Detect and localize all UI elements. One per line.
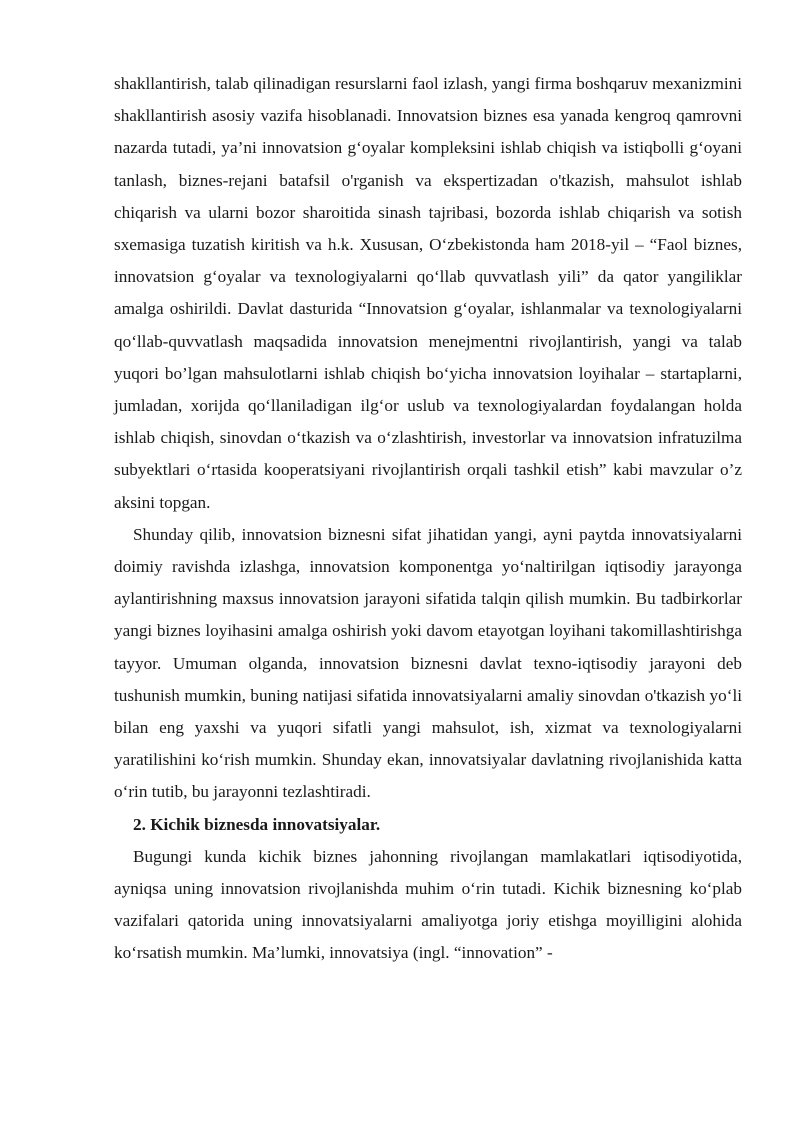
body-paragraph-1: shakllantirish, talab qilinadigan resurslarni faol izlash, yangi firma boshqaruv mexanizmini shakllantirish asosiy vazifa hisoblanadi. Innovatsion biznes esa yanada kengroq qamrovni nazarda tutadi, ya’ni innovatsion g‘oyalar kompleksini ishlab chiqish va istiqbolli g‘oyani tanlash, biznes-rejani batafsil o'rganish va ekspertizadan o'tkazish, mahsulot ishlab chiqarish va ularni bozor sharoitida sinash tajribasi, bozorda ishlab chiqarish va sotish sxemasiga tuzatish kiritish va h.k. Xususan, O‘zbekistonda ham 2018-yil – “Faol biznes, innovatsion g‘oyalar va texnologiyalarni qo‘llab quvvatlash yili” da qator yangiliklar amalga oshirildi. Davlat dasturida “Innovatsion g‘oyalar, ishlanmalar va texnologiyalarni qo‘llab-quvvatlash maqsadida innovatsion menejmentni rivojlantirish, yangi va talab yuqori bo’lgan mahsulotlarni ishlab chiqish bo‘yicha innovatsion loyihalar – startaplarni, jumladan, xorijda qo‘llaniladigan ilg‘or uslub va texnologiyalardan foydalangan holda ishlab chiqish, sinovdan o‘tkazish va o‘zlashtirish, investorlar va innovatsion infratuzilma subyektlari o‘rtasida kooperatsiyani rivojlantirish orqali tashkil etish” kabi mavzular o’z aksini topgan. (114, 74, 742, 512)
body-paragraph-2: Shunday qilib, innovatsion biznesni sifat jihatidan yangi, ayni paytda innovatsiyalarni doimiy ravishda izlashga, innovatsion komponentga yo‘naltirilgan iqtisodiy jarayonga aylantirishning maxsus innovatsion jarayoni sifatida talqin qilish mumkin. Bu tadbirkorlar yangi biznes loyihasini amalga oshirish yoki davom etayotgan loyihani takomillashtirishga tayyor. Umuman olganda, innovatsion biznesni davlat texno-iqtisodiy jarayoni deb tushunish mumkin, buning natijasi sifatida innovatsiyalarni amaliy sinovdan o'tkazish yo‘li bilan eng yaxshi va yuqori sifatli yangi mahsulot, ish, xizmat va texnologiyalarni yaratilishini ko‘rish mumkin. Shunday ekan, innovatsiyalar davlatning rivojlanishida katta o‘rin tutib, bu jarayonni tezlashtiradi. (114, 524, 742, 802)
document-page (114, 68, 742, 970)
body-paragraph-3: Bugungi kunda kichik biznes jahonning rivojlangan mamlakatlari iqtisodiyotida, ayniqsa uning innovatsion rivojlanishda muhim o‘rin tutadi. Kichik biznesning ko‘plab vazifalari qatorida uning innovatsiyalarni amaliyotga joriy etishga moyilligini alohida ko‘rsatish mumkin. Ma’lumki, innovatsiya (ingl. “innovation” - (114, 846, 742, 963)
section-heading: 2. Kichik biznesda innovatsiyalar. (133, 814, 381, 834)
